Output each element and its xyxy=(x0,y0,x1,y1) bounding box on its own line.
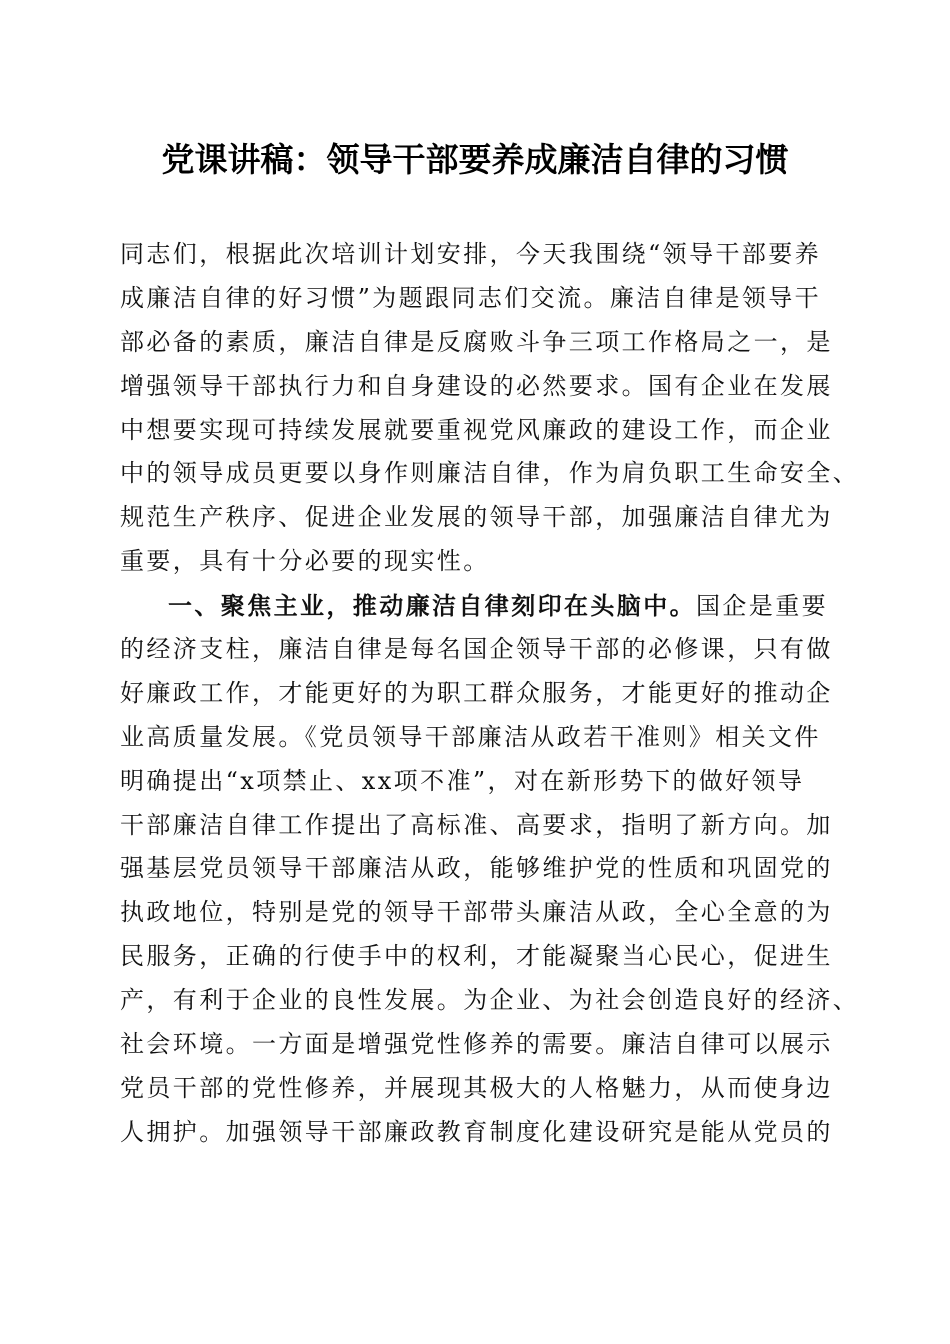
text-line: 好廉政工作，才能更好的为职工群众服务，才能更好的推动企 xyxy=(120,678,833,707)
text-line: 的经济支柱，廉洁自律是每名国企领导干部的必修课，只有做 xyxy=(120,635,833,664)
section-heading-continuation: 国企是重要 xyxy=(696,592,828,621)
text-line xyxy=(120,584,832,628)
text-line: 干部廉洁自律工作提出了高标准、高要求，指明了新方向。加 xyxy=(120,810,833,839)
text-line: 增强领导干部执行力和自身建设的必然要求。国有企业在发展 xyxy=(120,371,833,400)
text-line: 重要，具有十分必要的现实性。 xyxy=(120,547,490,576)
text-line: 社会环境。一方面是增强党性修养的需要。廉洁自律可以展示 xyxy=(120,1030,833,1059)
text-line: 中的领导成员更要以身作则廉洁自律，作为肩负职工生命安全、 xyxy=(120,459,860,488)
text-line: 明确提出“x项禁止、xx项不准”，对在新形势下的做好领导 xyxy=(120,766,805,795)
text-line: 部必备的素质，廉洁自律是反腐败斗争三项工作格局之一，是 xyxy=(120,327,833,356)
text-line: 民服务，正确的行使手中的权利，才能凝聚当心民心，促进生 xyxy=(120,942,833,971)
text-line: 成廉洁自律的好习惯”为题跟同志们交流。廉洁自律是领导干 xyxy=(120,283,822,312)
text-line: 中想要实现可持续发展就要重视党风廉政的建设工作，而企业 xyxy=(120,415,833,444)
document-title: 党课讲稿：领导干部要养成廉洁自律的习惯 xyxy=(161,140,789,179)
text-line: 同志们，根据此次培训计划安排，今天我围绕“领导干部要养 xyxy=(120,240,822,268)
text-line: 业高质量发展。《党员领导干部廉洁从政若干准则》相关文件 xyxy=(120,722,821,751)
text-line: 强基层党员领导干部廉洁从政，能够维护党的性质和巩固党的 xyxy=(120,854,833,883)
text-line: 规范生产秩序、促进企业发展的领导干部，加强廉洁自律尤为 xyxy=(120,503,833,532)
section-heading: 一、聚焦主业，推动廉洁自律刻印在头脑中。 xyxy=(168,591,696,621)
paragraph-section-one xyxy=(120,584,860,1155)
document-body xyxy=(120,233,860,1155)
text-line: 产，有利于企业的良性发展。为企业、为社会创造良好的经济、 xyxy=(120,986,860,1015)
text-line: 执政地位，特别是党的领导干部带头廉洁从政，全心全意的为 xyxy=(120,898,833,927)
paragraph-intro xyxy=(120,233,860,584)
text-line: 党员干部的党性修养，并展现其极大的人格魅力，从而使身边 xyxy=(120,1073,833,1102)
text-line: 人拥护。加强领导干部廉政教育制度化建设研究是能从党员的 xyxy=(120,1117,833,1146)
